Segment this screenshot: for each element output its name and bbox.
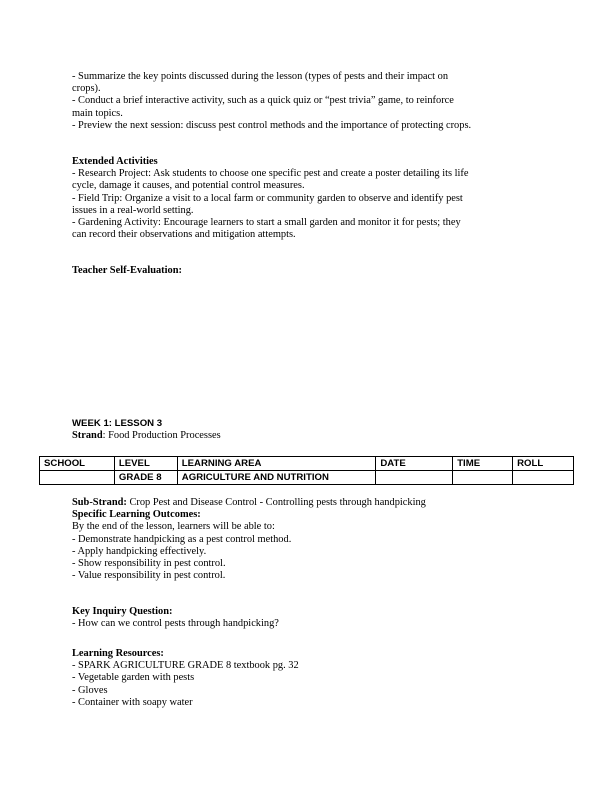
- outcomes-intro: By the end of the lesson, learners will be able to:: [72, 521, 275, 533]
- extended-activities-heading: Extended Activities: [72, 156, 158, 167]
- extended-line: cycle, damage it causes, and potential control measures.: [72, 180, 305, 192]
- summary-line: - Preview the next session: discuss pest control methods and the importance of protecting crops.: [72, 119, 472, 131]
- table-header-cell: DATE: [376, 457, 453, 471]
- lesson-info-table: [39, 456, 574, 485]
- summary-section: [72, 71, 542, 132]
- table-header-cell: ROLL: [513, 457, 574, 471]
- table-cell: GRADE 8: [114, 471, 177, 485]
- table-cell: [453, 471, 513, 485]
- inquiry-item: - How can we control pests through handpicking?: [72, 618, 279, 630]
- outcome-item: - Apply handpicking effectively.: [72, 545, 207, 557]
- summary-line: crops).: [72, 83, 101, 95]
- extended-line: - Research Project: Ask students to choose one specific pest and create a poster detailing its life: [72, 168, 469, 180]
- outcome-item: - Value responsibility in pest control.: [72, 570, 226, 582]
- inquiry-heading: Key Inquiry Question:: [72, 606, 173, 617]
- outcome-item: - Demonstrate handpicking as a pest control method.: [72, 533, 292, 545]
- resource-item: - SPARK AGRICULTURE GRADE 8 textbook pg. 32: [72, 660, 299, 672]
- table-cell: [40, 471, 115, 485]
- week-heading: WEEK 1: LESSON 3: [72, 418, 163, 429]
- strand-line: [72, 430, 542, 442]
- resource-item: - Gloves: [72, 684, 108, 696]
- summary-line: - Conduct a brief interactive activity, such as a quick quiz or “pest trivia” game, to reinforce: [72, 95, 454, 107]
- extended-line: can record their observations and mitigation attempts.: [72, 229, 296, 241]
- strand-value: : Food Production Processes: [102, 430, 221, 442]
- inquiry-section: [72, 606, 542, 630]
- table-header-cell: TIME: [453, 457, 513, 471]
- table-cell: AGRICULTURE AND NUTRITION: [177, 471, 376, 485]
- table-header-cell: SCHOOL: [40, 457, 115, 471]
- sub-strand-value: Crop Pest and Disease Control - Controlling pests through handpicking: [126, 497, 426, 508]
- table-header-cell: LEVEL: [114, 457, 177, 471]
- extended-activities-section: [72, 156, 542, 241]
- table-row: [40, 471, 574, 485]
- table-cell: [376, 471, 453, 485]
- resources-section: [72, 648, 542, 709]
- lesson-header: [72, 418, 542, 442]
- summary-line: - Summarize the key points discussed during the lesson (types of pests and their impact on: [72, 71, 449, 82]
- extended-line: - Gardening Activity: Encourage learners to start a small garden and monitor it for pests; they: [72, 217, 461, 229]
- summary-line: main topics.: [72, 107, 123, 119]
- table-cell: [513, 471, 574, 485]
- outcomes-section: [72, 497, 542, 582]
- table-header-cell: LEARNING AREA: [177, 457, 376, 471]
- sub-strand-label: Sub-Strand:: [72, 497, 127, 508]
- strand-label: Strand: [72, 430, 103, 442]
- outcome-item: - Show responsibility in pest control.: [72, 558, 226, 570]
- resource-item: - Container with soapy water: [72, 696, 193, 708]
- resources-heading: Learning Resources:: [72, 648, 164, 659]
- extended-line: issues in a real-world setting.: [72, 204, 194, 216]
- sub-strand-line: [72, 497, 542, 509]
- table-header-row: [40, 457, 574, 471]
- extended-line: - Field Trip: Organize a visit to a local farm or community garden to observe and identify pest: [72, 192, 463, 204]
- self-evaluation-heading: Teacher Self-Evaluation:: [72, 265, 182, 276]
- outcomes-heading: Specific Learning Outcomes:: [72, 509, 201, 521]
- self-evaluation-section: [72, 265, 542, 277]
- resource-item: - Vegetable garden with pests: [72, 672, 195, 684]
